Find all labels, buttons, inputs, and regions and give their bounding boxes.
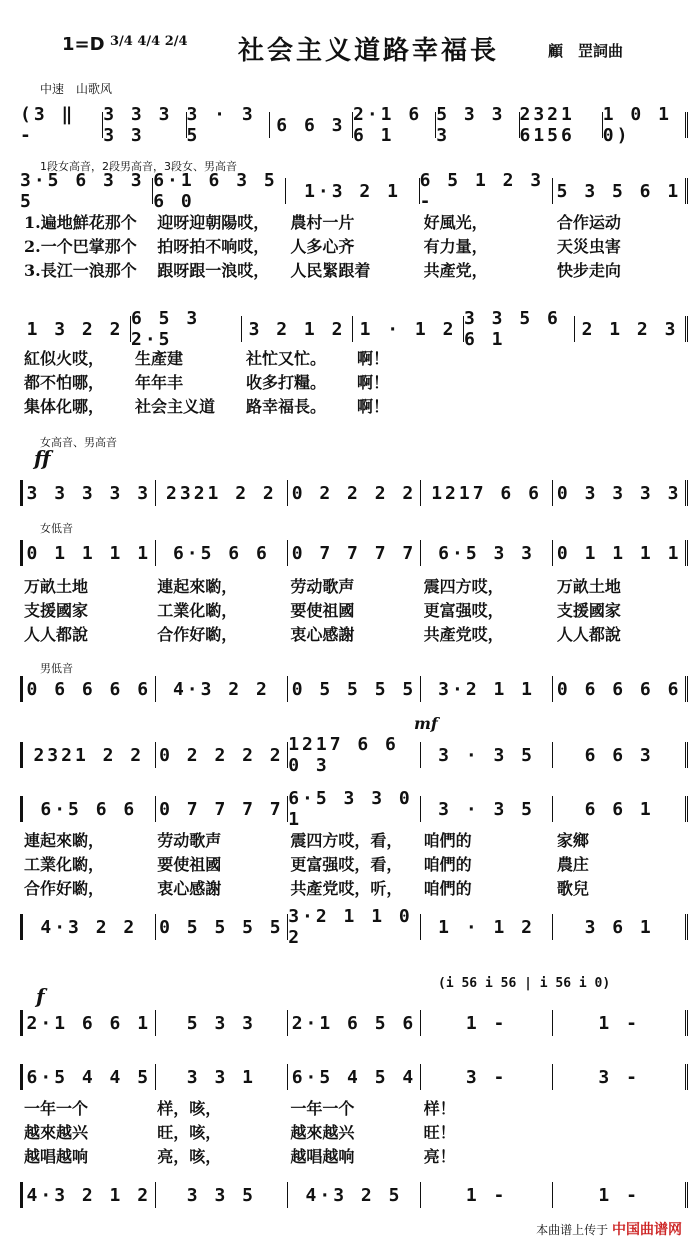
lyric-phrase — [579, 370, 690, 392]
measure: 2321 6156 — [520, 112, 603, 138]
measure: 6 5 3 2·5 — [131, 316, 242, 342]
ornament-line: (i 56 i 56 | i 56 i 0) — [438, 976, 611, 991]
measure: 3 · 3 5 — [421, 742, 554, 768]
measure: 0 3 3 3 3 — [553, 480, 688, 506]
lyric-phrase: 越來越兴 — [24, 1123, 89, 1142]
lyric-phrase: 劳动歌声 — [157, 831, 222, 850]
lyric-phrase: 一年一个 — [290, 1099, 355, 1118]
lyric-phrase: 衷心感謝 — [290, 625, 355, 644]
measure: 1 - — [553, 1010, 688, 1036]
key-signature: 1=D — [62, 34, 105, 55]
measure: 0 2 2 2 2 — [288, 480, 421, 506]
lyric-line — [24, 622, 690, 644]
measure: 0 7 7 7 7 — [288, 540, 421, 566]
measure: 3 3 5 6 6 1 — [464, 316, 575, 342]
lyric-phrase: 啊！ — [357, 373, 390, 392]
measure: 3 - — [421, 1064, 554, 1090]
lyric-phrase — [468, 346, 579, 368]
lyric-phrase: 要使祖國 — [157, 855, 222, 874]
lyric-phrase: 越來越兴 — [290, 1123, 355, 1142]
lyric-phrase: 万畝土地 — [556, 577, 621, 596]
lyric-phrase: 人人都說 — [556, 625, 621, 644]
lyric-phrase: 更富强哎，看， — [290, 855, 403, 874]
staff-low-f-4 — [20, 1064, 688, 1090]
measure: 2·1 6 6 1 — [353, 112, 436, 138]
dynamic-f: f — [36, 984, 45, 1008]
lyric-phrase: 生產建 — [135, 349, 184, 368]
lyric-phrase — [557, 1120, 690, 1142]
lyric-phrase: 越唱越响 — [24, 1147, 89, 1166]
measure: 3 3 3 3 3 — [103, 112, 186, 138]
lyric-phrase: 亮，咳， — [157, 1147, 222, 1166]
lyric-phrase: 共產党， — [423, 261, 488, 280]
lyric-phrase: 社会主义道 — [135, 397, 216, 416]
lyric-phrase: 天災虫害 — [556, 237, 621, 256]
lyric-phrase: 劳动歌声 — [290, 577, 355, 596]
lyric-line — [24, 876, 690, 898]
lyric-phrase: 人民緊跟着 — [290, 261, 371, 280]
measure: 6·5 3 3 — [421, 540, 554, 566]
lyric-phrase: 支援國家 — [24, 601, 89, 620]
lyric-phrase: 啊！ — [357, 397, 390, 416]
measure: 6·1 6 3 5 6 0 — [153, 178, 286, 204]
lyric-phrase: 歌兒 — [556, 879, 589, 898]
lyric-phrase: 要使祖國 — [290, 601, 355, 620]
lyric-phrase: 路幸福長。 — [246, 397, 327, 416]
lyric-line — [24, 1144, 690, 1166]
lyric-phrase: 合作好喲， — [24, 879, 105, 898]
lyric-phrase — [557, 1144, 690, 1166]
lyric-phrase: 啊！ — [357, 349, 390, 368]
measure: 1 · 1 2 — [353, 316, 464, 342]
measure: 1 - — [421, 1010, 554, 1036]
lyric-phrase: 都不怕哪， — [24, 373, 105, 392]
lyric-phrase: 共產党哎，听， — [290, 879, 403, 898]
lyric-phrase: 支援國家 — [556, 601, 621, 620]
measure: 6·5 4 4 5 — [23, 1064, 156, 1090]
lyric-phrase: 好風光， — [423, 213, 488, 232]
lyric-phrase: 1.遍地鮮花那个 — [24, 213, 137, 232]
lyric-line — [24, 1120, 690, 1142]
staff-high-3 — [20, 734, 688, 776]
measure: 0 5 5 5 5 — [288, 676, 421, 702]
lyric-phrase: 農庄 — [556, 855, 589, 874]
lyric-phrase: 一年一个 — [24, 1099, 89, 1118]
lyric-phrase: 合作运动 — [556, 213, 621, 232]
measure: 4·3 2 1 2 — [23, 1182, 156, 1208]
lyric-phrase: 更富强哎， — [423, 601, 504, 620]
lyric-phrase: 万畝土地 — [24, 577, 89, 596]
lyric-line — [24, 1096, 690, 1118]
measure: 1 - — [421, 1182, 554, 1208]
measure: 1 3 2 2 — [20, 316, 131, 342]
lyric-phrase — [557, 1096, 690, 1118]
measure: 0 7 7 7 7 — [156, 796, 289, 822]
measure: 0 6 6 6 6 — [553, 676, 688, 702]
lyric-phrase: 跟呀跟一浪哎， — [157, 261, 270, 280]
lyric-phrase: 越唱越响 — [290, 1147, 355, 1166]
song-title: 社会主义道路幸福長 — [238, 36, 500, 66]
lyric-phrase: 2.一个巴掌那个 — [24, 237, 137, 256]
lyric-phrase: 拍呀拍不响哎， — [157, 237, 270, 256]
lyric-line — [24, 370, 690, 392]
measure: 6·5 3 3 0 1 — [288, 796, 421, 822]
measure: 4·3 2 2 — [156, 676, 289, 702]
measure: 1217 6 6 0 3 — [288, 742, 421, 768]
lyric-phrase: 咱們的 — [423, 879, 472, 898]
lyric-phrase — [468, 370, 579, 392]
lyric-phrase: 旺！ — [423, 1123, 456, 1142]
measure: 3 3 1 — [156, 1064, 289, 1090]
lyric-phrase: 有力量， — [423, 237, 488, 256]
measure: 4·3 2 5 — [288, 1182, 421, 1208]
measure: 3·5 6 3 3 5 — [20, 178, 153, 204]
staff-high — [20, 480, 688, 506]
lyric-phrase: 連起來喲， — [157, 577, 238, 596]
measure: 5 3 3 3 — [436, 112, 519, 138]
lyric-line — [24, 574, 690, 596]
measure: 5 3 5 6 1 — [553, 178, 688, 204]
measure: 1217 6 6 — [421, 480, 554, 506]
tempo-marking: 中速 山歌风 — [40, 82, 113, 96]
measure: 0 6 6 6 6 — [23, 676, 156, 702]
lyric-line — [24, 258, 690, 280]
measure: 6 6 1 — [553, 796, 688, 822]
dynamic-mf: mf — [414, 714, 438, 733]
measure: 1 0 1 0) — [603, 112, 688, 138]
lyric-phrase: 迎呀迎朝陽哎， — [157, 213, 270, 232]
measure: 0 5 5 5 5 — [156, 914, 289, 940]
lyric-phrase: 咱們的 — [423, 831, 472, 850]
measure: 6·5 6 6 — [156, 540, 289, 566]
footer-watermark: 本曲谱上传于 中国曲谱网 — [536, 1222, 682, 1238]
measure: 2 1 2 3 — [575, 316, 688, 342]
measure: 1 · 1 2 — [421, 914, 554, 940]
lyric-phrase: 样，咳， — [157, 1099, 222, 1118]
staff-low-f — [20, 540, 688, 566]
measure: 1·3 2 1 — [286, 178, 419, 204]
measure: 3 · 3 5 — [421, 796, 554, 822]
lyric-phrase: 震四方哎，看， — [290, 831, 403, 850]
measure: 3 - — [553, 1064, 688, 1090]
lyric-phrase — [579, 394, 690, 416]
lyric-phrase: 集体化哪， — [24, 397, 105, 416]
lyric-line — [24, 852, 690, 874]
lyric-phrase — [579, 346, 690, 368]
lyric-phrase: 合作好喲， — [157, 625, 238, 644]
measure: 3·2 1 1 — [421, 676, 554, 702]
lyric-line — [24, 828, 690, 850]
measure: 0 2 2 2 2 — [156, 742, 289, 768]
lyric-line — [24, 210, 690, 232]
measure: 6·5 6 6 — [23, 796, 156, 822]
measure: 2321 2 2 — [23, 742, 156, 768]
measure: 2·1 6 6 1 — [23, 1010, 156, 1036]
staff-low-m-3 — [20, 906, 688, 948]
lyric-phrase: 亮！ — [423, 1147, 456, 1166]
measure: 2·1 6 5 6 — [288, 1010, 421, 1036]
measure: 0 1 1 1 1 — [553, 540, 688, 566]
measure: 6·5 4 5 4 — [288, 1064, 421, 1090]
measure: (3 ‖ - — [20, 112, 103, 138]
lyric-phrase: 衷心感謝 — [157, 879, 222, 898]
part-label-low-f: 女低音 — [40, 522, 73, 535]
measure: 5 3 3 — [156, 1010, 289, 1036]
part-label-high: 女高音、男高音 — [40, 436, 117, 449]
dynamic-ff: ff — [34, 446, 51, 470]
measure: 3·2 1 1 0 2 — [288, 914, 421, 940]
lyric-phrase: 震四方哎， — [423, 577, 504, 596]
part-label-low-m: 男低音 — [40, 662, 73, 675]
lyric-phrase: 旺，咳， — [157, 1123, 222, 1142]
measure: 3 2 1 2 — [242, 316, 353, 342]
lyric-phrase: 工業化喲， — [157, 601, 238, 620]
lyric-phrase: 工業化喲， — [24, 855, 105, 874]
measure: 3 · 3 5 — [187, 112, 270, 138]
measure: 3 3 5 — [156, 1182, 289, 1208]
lyric-line — [24, 598, 690, 620]
measure: 6 5 1 2 3 - — [420, 178, 553, 204]
lyric-phrase: 家鄉 — [556, 831, 589, 850]
lyric-phrase: 3.長江一浪那个 — [24, 261, 137, 280]
lyric-phrase — [468, 394, 579, 416]
staff-low-m-4 — [20, 1182, 688, 1208]
lyric-line — [24, 394, 690, 416]
staff-high-4 — [20, 1010, 688, 1036]
time-signatures: 3/4 4/4 2/4 — [110, 34, 188, 49]
measure: 3 3 3 3 3 — [23, 480, 156, 506]
lyric-phrase: 紅似火哎， — [24, 349, 105, 368]
staff-low-m — [20, 676, 688, 702]
lyric-phrase: 咱們的 — [423, 855, 472, 874]
measure: 6 6 3 — [553, 742, 688, 768]
lyric-line — [24, 234, 690, 256]
lyric-phrase: 農村一片 — [290, 213, 355, 232]
lyric-line — [24, 346, 690, 368]
staff-low-f-3 — [20, 788, 688, 830]
measure: 1 - — [553, 1182, 688, 1208]
melody-staff-b — [20, 308, 688, 350]
measure: 0 1 1 1 1 — [23, 540, 156, 566]
lyric-phrase: 快步走向 — [556, 261, 621, 280]
song-credit: 顧 罡詞曲 — [548, 42, 624, 60]
lyric-phrase: 共產党哎， — [423, 625, 504, 644]
lyric-phrase: 收多打糧。 — [246, 373, 327, 392]
lyric-phrase: 連起來喲， — [24, 831, 105, 850]
intro-staff — [20, 104, 688, 146]
lyric-phrase: 人多心齐 — [290, 237, 355, 256]
melody-staff-a — [20, 170, 688, 212]
verse-assignment-note: 1段女高音，2段男高音，3段女、男高音 — [40, 160, 237, 173]
measure: 6 6 3 — [270, 112, 353, 138]
measure: 2321 2 2 — [156, 480, 289, 506]
lyric-phrase: 样！ — [423, 1099, 456, 1118]
measure: 3 6 1 — [553, 914, 688, 940]
lyric-phrase: 社忙又忙。 — [246, 349, 327, 368]
lyric-phrase: 人人都說 — [24, 625, 89, 644]
lyric-phrase: 年年丰 — [135, 373, 184, 392]
measure: 4·3 2 2 — [23, 914, 156, 940]
